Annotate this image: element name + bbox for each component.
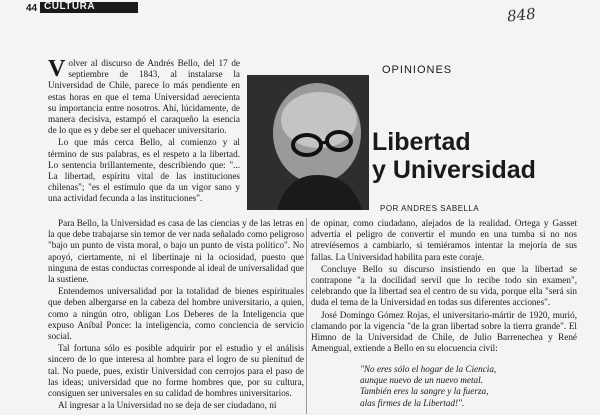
portrait-photo [247,75,369,210]
body-paragraph: Al ingresar a la Universidad no se deja de ser ciudadano, ni [58,400,277,411]
quote-line: aunque nuevo de un nuevo metal. [360,375,483,386]
quote-line: También eres la sangre y la fuerza, [360,386,489,397]
body-paragraph: de opinar, como ciudadano, alejados de la realidad. Ortega y Gasset advertía el peligro de convertir el mundo en una tumba si no nos atrevíésemos a cambiarlo, si temiéramos intentar la mejoría de sus fallas. La Universidad habilita para este coraje. [311,218,577,262]
kicker: OPINIONES [382,64,453,76]
intro-paragraph [48,58,240,136]
headline-line: Libertad [372,128,471,156]
body-paragraph: Para Bello, la Universidad es casa de las ciencias y de las letras en la que debe trabajarse sin temor de ver nada señalado como peligroso "bajo un punto de vista moral, o bajo un punto de vista político". No apoyó, ciertamente, ni el libertinaje ni la ociosidad, puesto que ninguna de estas conductas corresponde al ideal de universalidad que la sustiene. [48,218,304,285]
headline [372,128,536,184]
body-paragraph: Entendemos universalidad por la totalidad de bienes espirituales que deben albergarse en la cabeza del hombre universitario, a quien, como a ningún otro, obligan Los Deberes de la Inteligencia que expuso Aníbal Ponce: la inteligencia, como conciencia de servicio social. [48,286,304,342]
quote-line: alas firmes de la Libertad!". [360,397,465,408]
headline-line: y Universidad [372,156,536,184]
page-number: 44 [26,3,38,14]
hymn-quote [360,364,540,409]
author-photo [247,75,369,210]
byline: POR ANDRES SABELLA [380,204,480,213]
intro-paragraph: Lo que más cerca Bello, al comienzo y al término de sus palabras, es el respeto a la libertad. Lo sentencia brillantemente, describiendo que: "... La libertad, espíritu vital de las instituciones chilenas"; "es el estímulo que da un vigor sano y una actividad fecunda a las instituciones". [48,137,240,204]
body-paragraph: Tal fortuna sólo es posible adquirir por el estudio y el análisis sincero de lo que interesa al hombre para el logro de su plenitud de tal. No puede, pues, existir Universidad con cerrojos para el paso de las ideas; universidad que no forme hombres que, por su cultura, consiguen ser universales en su calidad de hombres universitarios. [48,343,304,399]
body-paragraph: José Domingo Gómez Rojas, el universitario-mártir de 1920, murió, clamando por la vigencia "de la gran libertad sobre la tierra grande". El Himno de la Universidad de Chile, de Julio Barrenechea y René Amengual, extiende a Bello en su elocuencia civil: [311,309,577,354]
right-column [311,218,577,355]
intro-text [48,58,240,206]
left-column [48,218,304,412]
dropcap: V [48,56,66,82]
column-divider [306,218,307,414]
body-paragraph: Concluye Bello su discurso insistiendo en que la libertad se contrapone "a la docilidad servil que lo recibe todo sin examen", celebrando que la libertad sea el centro de su vida, porque ella "será sin duda el tema de la Universidad en todas sus diferentes acciones". [311,263,577,308]
intro-paragraph-text: olver al discurso de Andrés Bello, del 17 de septiembre de 1843, al instalarse la Universidad de Chile, parece lo más pendiente en estas horas en que el tema Universidad aerecienta su importancia entre nosotros. Ahí, lúcidamente, de manera decisiva, estampó el caraqueño la esencia de lo que es y debe ser el quehacer universitario. [48,58,240,136]
section-tag: CULTURA [44,1,96,12]
quote-line: "No eres sólo el hogar de la Ciencia, [360,364,497,374]
handwritten-note: 848 [506,4,537,26]
